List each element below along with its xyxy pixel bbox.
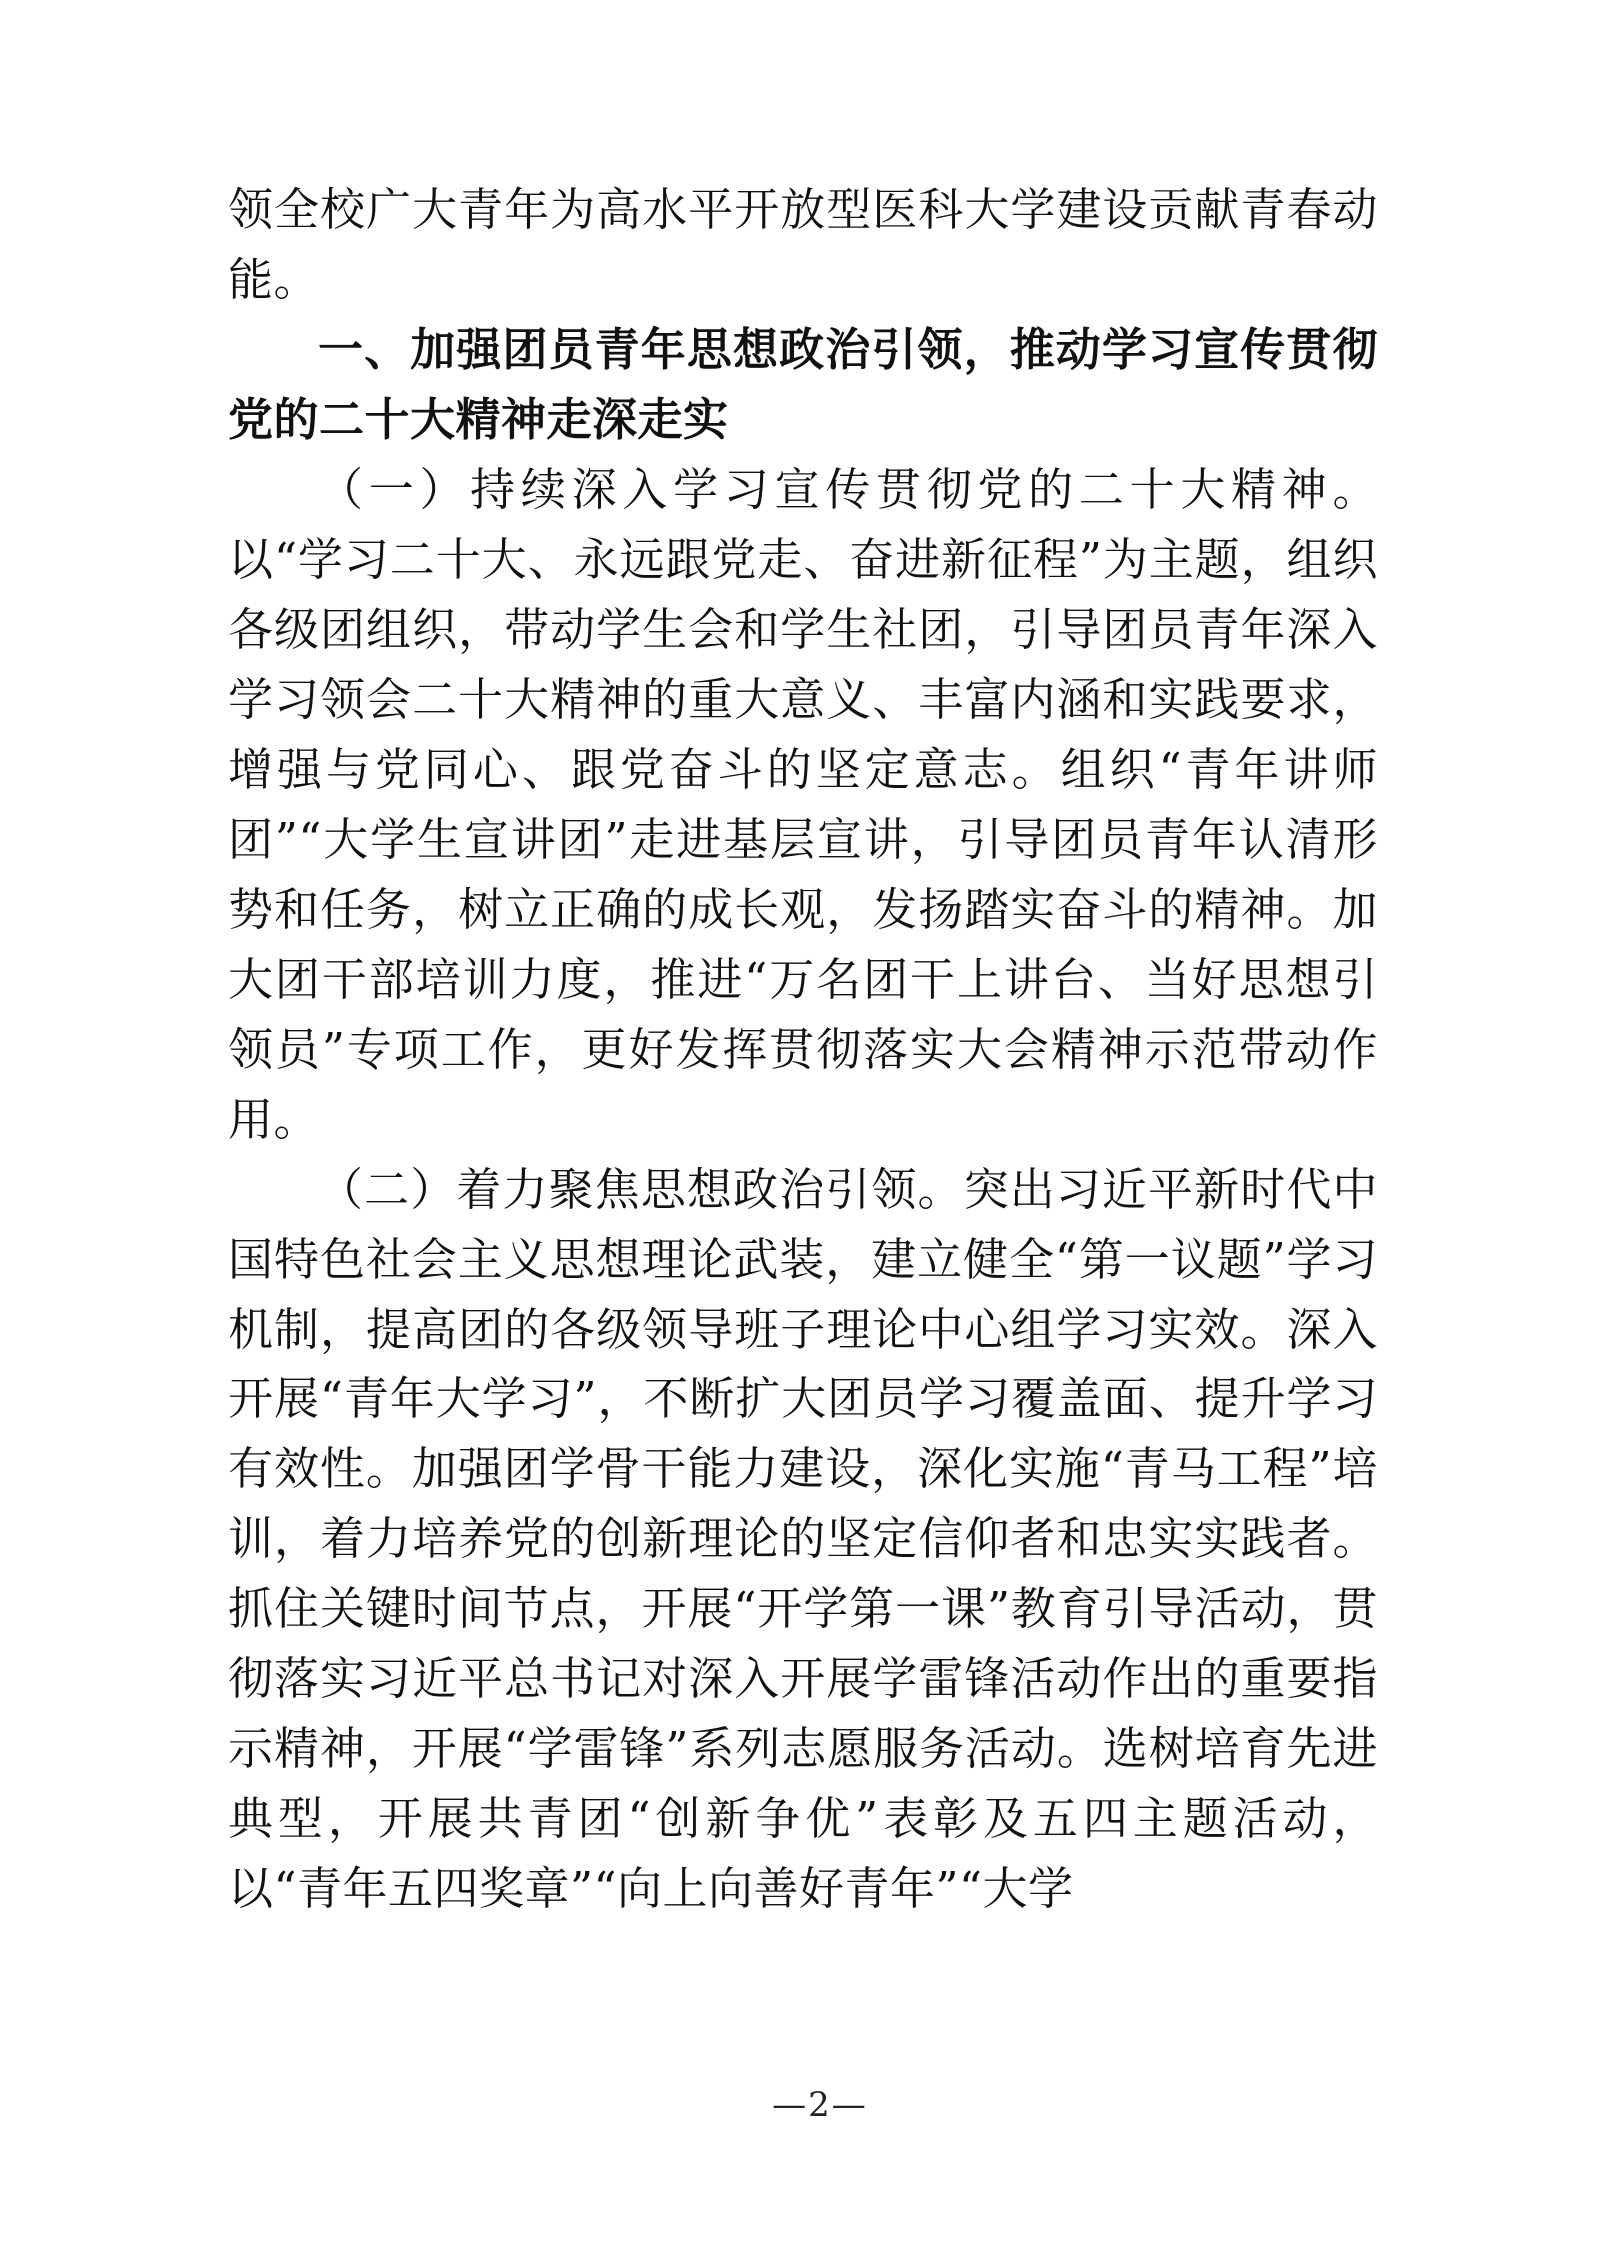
paragraph-section-1-2: （二）着力聚焦思想政治引领。突出习近平新时代中国特色社会主义思想理论武装，建立健全“第一议题”学习机制，提高团的各级领导班子理论中心组学习实效。深入开展“青年大学习”，不断扩大团员学习覆盖面、提升学习有效性。加强团学骨干能力建设，深化实施“青马工程”培训，着力培养党的创新理论的坚定信仰者和忠实实践者。抓住关键时间节点，开展“开学第一课”教育引导活动，贯彻落实习近平总书记对深入开展学雷锋活动作出的重要指示精神，开展“学雷锋”系列志愿服务活动。选树培育先进典型，开展共青团“创新争优”表彰及五四主题活动，以“青年五四奖章”“向上向善好青年”“大学 xyxy=(228,1162,1378,1916)
page-content xyxy=(228,175,1378,1924)
paragraph-continued: 领全校广大青年为高水平开放型医科大学建设贡献青春动能。 xyxy=(228,183,1378,306)
page-footer xyxy=(0,2085,1600,2125)
page-number: —2— xyxy=(772,2085,868,2125)
section-heading-1: 一、加强团员青年思想政治引领，推动学习宣传贯彻党的二十大精神走深走实 xyxy=(228,322,1378,446)
paragraph-section-1-1: （一）持续深入学习宣传贯彻党的二十大精神。以“学习二十大、永远跟党走、奋进新征程”为主题，组织各级团组织，带动学生会和学生社团，引导团员青年深入学习领会二十大精神的重大意义、丰富内涵和实践要求，增强与党同心、跟党奋斗的坚定意志。组织“青年讲师团”“大学生宣讲团”走进基层宣讲，引导团员青年认清形势和任务，树立正确的成长观，发扬踏实奋斗的精神。加大团干部培训力度，推进“万名团干上讲台、当好思想引领员”专项工作，更好发挥贯彻落实大会精神示范带动作用。 xyxy=(228,462,1378,1146)
